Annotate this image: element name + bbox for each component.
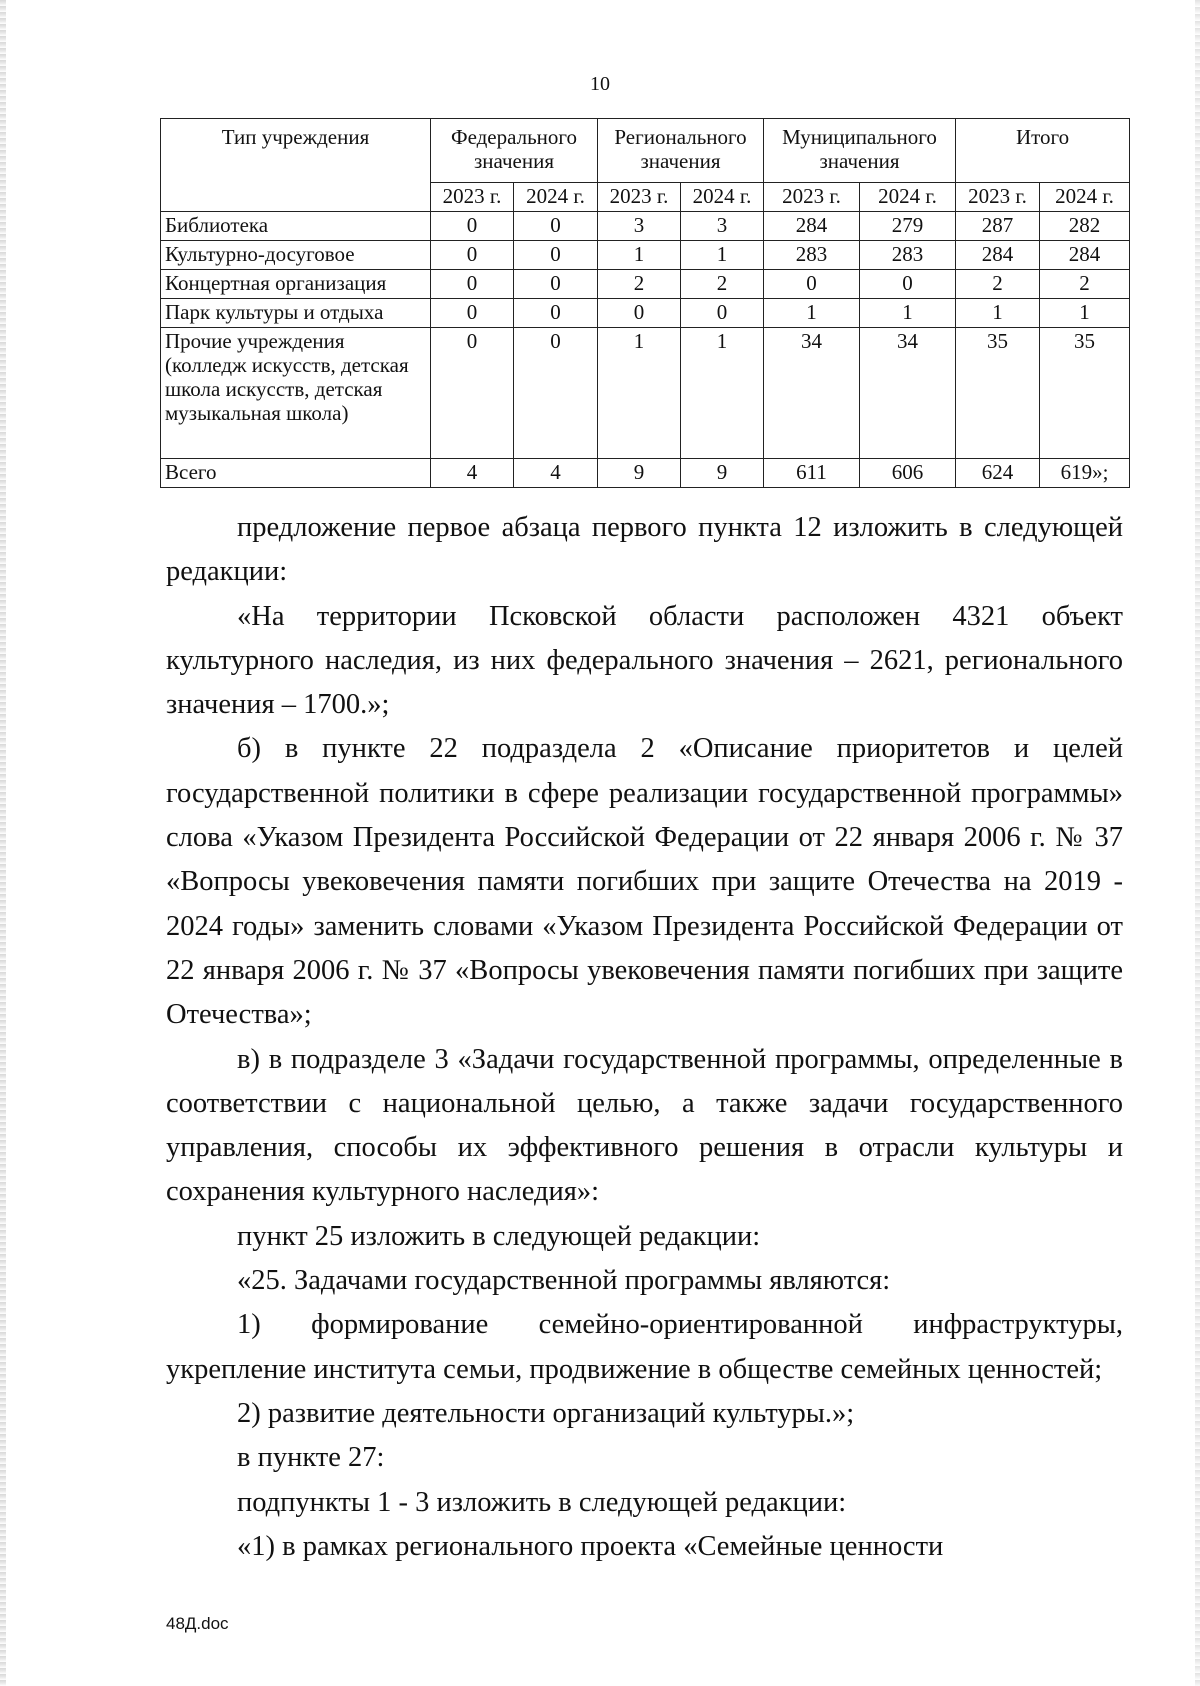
table-cell: 606: [860, 459, 956, 488]
header-year: 2023 г.: [764, 183, 860, 212]
paragraph: б) в пункте 22 подраздела 2 «Описание приоритетов и целей государственной политики в сфере реализации государственной программы» слова «Указом Президента Российской Федерации от 22 января 2006 г. № 37 «Вопросы увековечения памяти погибших при защите Отечества на 2019 - 2024 годы» заменить словами «Указом Президента Российской Федерации от 22 января 2006 г. № 37 «Вопросы увековечения памяти погибших при защите Отечества»;: [166, 733, 1123, 1031]
paragraph: «25. Задачами государственной программы являются:: [237, 1265, 891, 1297]
header-year: 2024 г.: [681, 183, 764, 212]
table-cell: 0: [764, 270, 860, 299]
table-cell: 2: [681, 270, 764, 299]
table-cell: 0: [431, 270, 514, 299]
paragraph: 1) формирование семейно-ориентированной инфраструктуры, укрепление института семьи, продвижение в обществе семейных ценностей;: [166, 1309, 1123, 1385]
table-cell: 0: [431, 299, 514, 328]
header-year: 2024 г.: [514, 183, 598, 212]
row-label: Библиотека: [161, 212, 431, 241]
table-cell: 0: [598, 299, 681, 328]
table-cell: 279: [860, 212, 956, 241]
table-cell: 3: [681, 212, 764, 241]
table-row: [161, 270, 1130, 299]
table-cell: 34: [860, 328, 956, 459]
table-cell: 3: [598, 212, 681, 241]
page-number: 10: [590, 73, 610, 95]
table-cell: 0: [514, 299, 598, 328]
table-cell: 4: [431, 459, 514, 488]
table-cell: 624: [956, 459, 1040, 488]
table-cell: 0: [431, 328, 514, 459]
paragraph: пункт 25 изложить в следующей редакции:: [237, 1220, 761, 1252]
table-cell: 35: [956, 328, 1040, 459]
paragraph: в) в подразделе 3 «Задачи государственной программы, определенные в соответствии с национальной целью, а также задачи государственного управления, способы их эффективного решения в отрасли культуры и сохранения культурного наследия»:: [166, 1043, 1123, 1208]
paragraph: 2) развитие деятельности организаций культуры.»;: [237, 1397, 855, 1429]
row-label: Концертная организация: [161, 270, 431, 299]
header-year: 2023 г.: [431, 183, 514, 212]
table-cell: 0: [431, 241, 514, 270]
table-cell: 1: [956, 299, 1040, 328]
row-label: Всего: [161, 459, 431, 488]
header-municipal: Муниципального значения: [764, 119, 956, 183]
header-year: 2023 г.: [956, 183, 1040, 212]
table-cell: 0: [860, 270, 956, 299]
table-cell: 0: [514, 212, 598, 241]
table-row-total: [161, 459, 1130, 488]
table-row: [161, 212, 1130, 241]
table-cell: 9: [598, 459, 681, 488]
table-cell: 0: [514, 270, 598, 299]
table-cell: 1: [860, 299, 956, 328]
table-cell: 9: [681, 459, 764, 488]
table-cell: 4: [514, 459, 598, 488]
table-cell: 0: [431, 212, 514, 241]
row-label: Прочие учреждения (колледж искусств, детская школа искусств, детская музыкальная школа): [161, 328, 431, 459]
paragraph: «1) в рамках регионального проекта «Семейные ценности: [237, 1530, 944, 1562]
document-body: [166, 506, 1123, 1569]
table-cell: 611: [764, 459, 860, 488]
table-cell: 2: [598, 270, 681, 299]
table-cell: 35: [1040, 328, 1130, 459]
table-cell: 1: [598, 328, 681, 459]
header-total: Итого: [956, 119, 1130, 183]
header-federal: Федерального значения: [431, 119, 598, 183]
table-cell: 1: [681, 328, 764, 459]
row-label: Парк культуры и отдыха: [161, 299, 431, 328]
table-cell: 287: [956, 212, 1040, 241]
header-year: 2024 г.: [860, 183, 956, 212]
table-cell: 283: [860, 241, 956, 270]
header-regional: Регионального значения: [598, 119, 764, 183]
header-year: 2023 г.: [598, 183, 681, 212]
table-cell: 284: [764, 212, 860, 241]
table-cell: 0: [514, 328, 598, 459]
table-cell: 284: [1040, 241, 1130, 270]
header-institution-type: Тип учреждения: [161, 119, 431, 212]
scan-edge-right: [1195, 0, 1200, 1686]
paragraph: «На территории Псковской области расположен 4321 объект культурного наследия, из них федерального значения – 2621, регионального значения – 1700.»;: [166, 600, 1123, 721]
table-row: [161, 241, 1130, 270]
paragraph: в пункте 27:: [237, 1442, 385, 1474]
table-cell: 284: [956, 241, 1040, 270]
table-cell: 283: [764, 241, 860, 270]
table-cell: 1: [681, 241, 764, 270]
row-label: Культурно-досуговое: [161, 241, 431, 270]
institutions-table: [160, 118, 1130, 488]
table-cell: 0: [514, 241, 598, 270]
footer-filename: 48Д.doc: [166, 1614, 229, 1633]
table-cell: 1: [598, 241, 681, 270]
table-cell: 1: [764, 299, 860, 328]
table-cell: 2: [1040, 270, 1130, 299]
table-row: [161, 299, 1130, 328]
table-cell: 34: [764, 328, 860, 459]
header-year: 2024 г.: [1040, 183, 1130, 212]
scan-edge-left: [0, 0, 6, 1686]
table-cell: 282: [1040, 212, 1130, 241]
paragraph: предложение первое абзаца первого пункта 12 изложить в следующей редакции:: [166, 512, 1123, 588]
paragraph: подпункты 1 - 3 изложить в следующей редакции:: [237, 1486, 847, 1518]
table-cell: 2: [956, 270, 1040, 299]
table-cell: 1: [1040, 299, 1130, 328]
table-cell: 619»;: [1040, 459, 1130, 488]
table-row: [161, 328, 1130, 459]
table-cell: 0: [681, 299, 764, 328]
